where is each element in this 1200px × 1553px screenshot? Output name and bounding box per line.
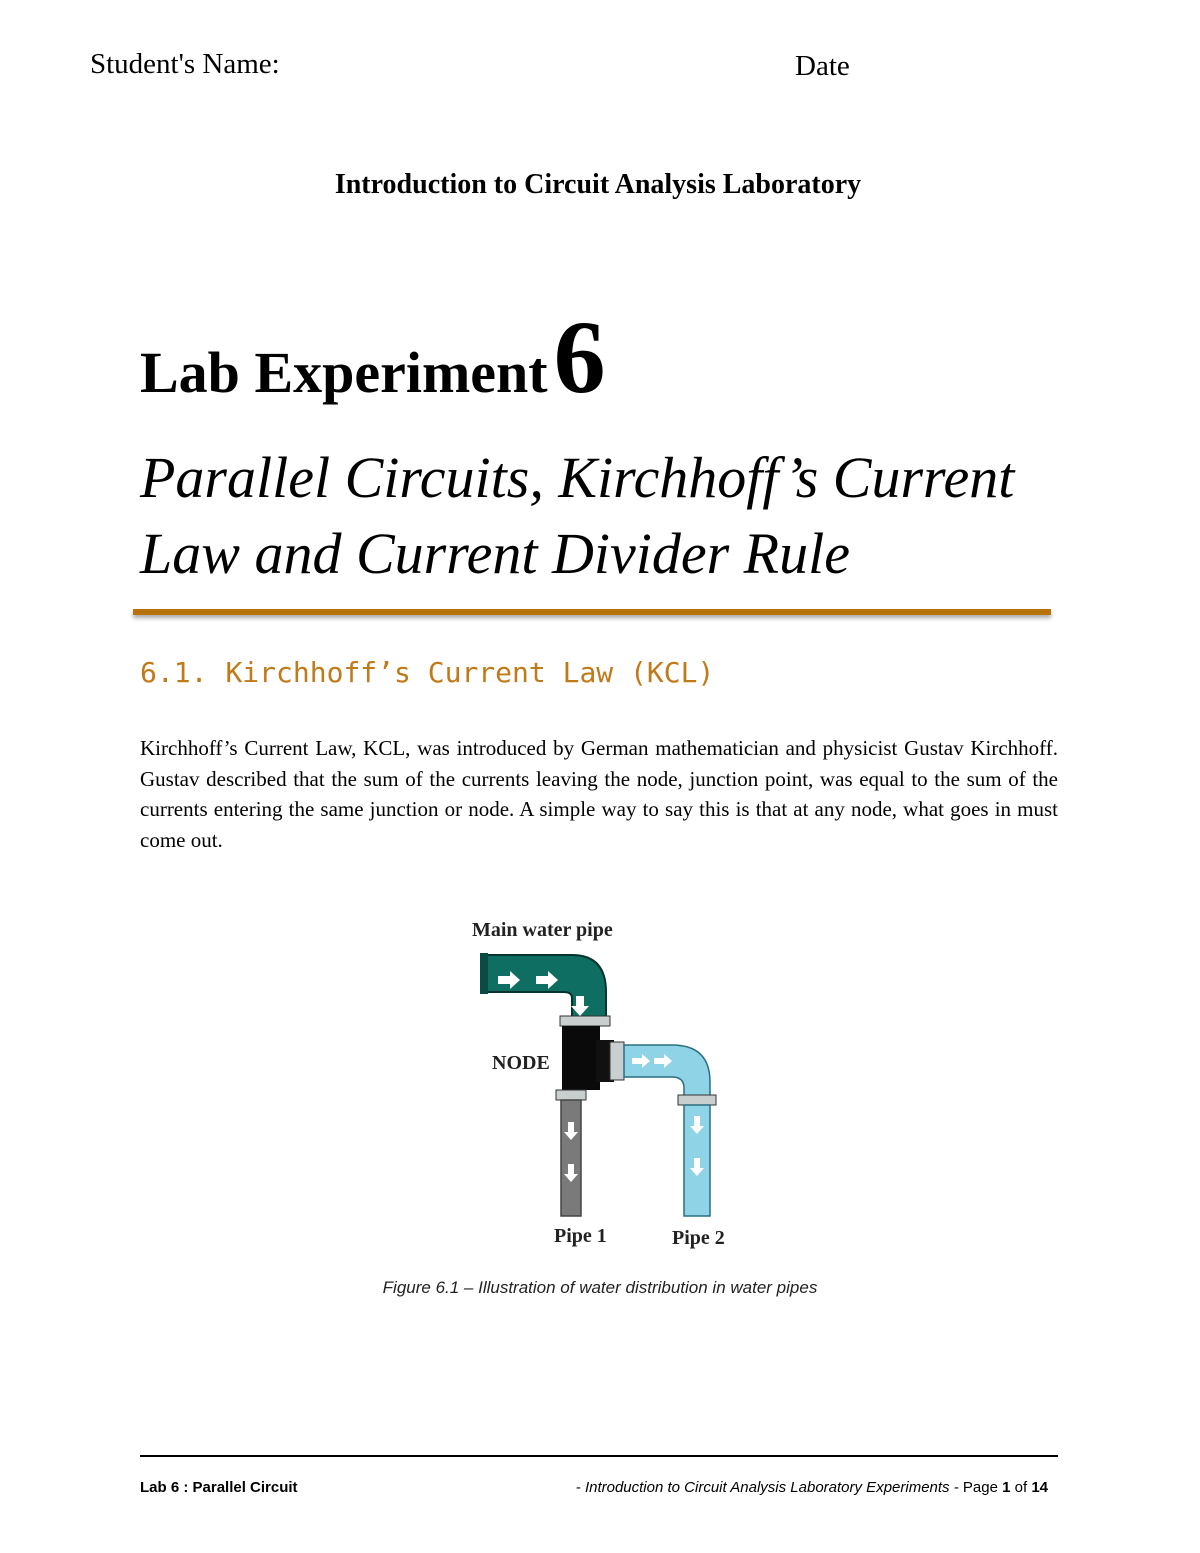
footer-divider <box>140 1455 1058 1457</box>
pipe2-collar-down <box>678 1095 716 1105</box>
footer-lab-title: Lab 6 : Parallel Circuit <box>140 1479 298 1496</box>
section-title: Kirchhoff’s Current Law (KCL) <box>225 656 715 689</box>
lab-subtitle-line1: Parallel Circuits, Kirchhoff’s Current <box>140 445 1015 510</box>
title-divider <box>133 609 1051 615</box>
body-paragraph: Kirchhoff’s Current Law, KCL, was introduced by German mathematician and physicist Gustav Kirchhoff. Gustav described that the sum of the currents leaving the node, junction point, was equal to the sum of the currents entering the same junction or node. A simple way to say this is that at any node, what goes in must come out. <box>140 736 1058 852</box>
pipe2-collar-left <box>610 1042 624 1080</box>
main-pipe-collar <box>560 1016 610 1026</box>
date-label: Date <box>795 50 850 82</box>
footer-of-word: of <box>1014 1479 1028 1496</box>
pipe2-label: Pipe 2 <box>672 1227 725 1249</box>
water-pipe-figure <box>460 912 740 1257</box>
pipe1-label: Pipe 1 <box>554 1225 607 1247</box>
footer-page-number: 1 <box>1002 1479 1011 1496</box>
main-pipe <box>484 955 606 1017</box>
document-title: Introduction to Circuit Analysis Laboratory <box>334 169 862 200</box>
footer-page-total: 14 <box>1031 1479 1048 1496</box>
main-pipe-end-cap <box>480 953 488 994</box>
student-name-label: Student's Name: <box>90 48 280 80</box>
footer-page-info <box>576 1479 1048 1496</box>
pipe1-collar <box>556 1090 586 1100</box>
lab-heading-word: Lab Experiment <box>140 340 548 405</box>
footer-course-title: - Introduction to Circuit Analysis Laboratory Experiments - <box>575 1479 959 1496</box>
section-heading <box>140 656 714 689</box>
lab-number: 6 <box>553 300 606 415</box>
figure-caption: Figure 6.1 – Illustration of water distribution in water pipes <box>382 1278 818 1297</box>
section-number: 6.1. <box>140 656 208 689</box>
lab-subtitle <box>140 440 1140 592</box>
lab-subtitle-line2: Law and Current Divider Rule <box>140 521 850 586</box>
lab-heading <box>140 300 606 415</box>
pipe1 <box>561 1100 581 1216</box>
node-label: NODE <box>492 1052 550 1074</box>
main-pipe-label: Main water pipe <box>472 919 613 941</box>
node-junction <box>562 1026 600 1090</box>
footer-page-word: Page <box>962 1479 998 1496</box>
pipe-diagram <box>460 912 740 1257</box>
pipe2 <box>624 1045 710 1096</box>
